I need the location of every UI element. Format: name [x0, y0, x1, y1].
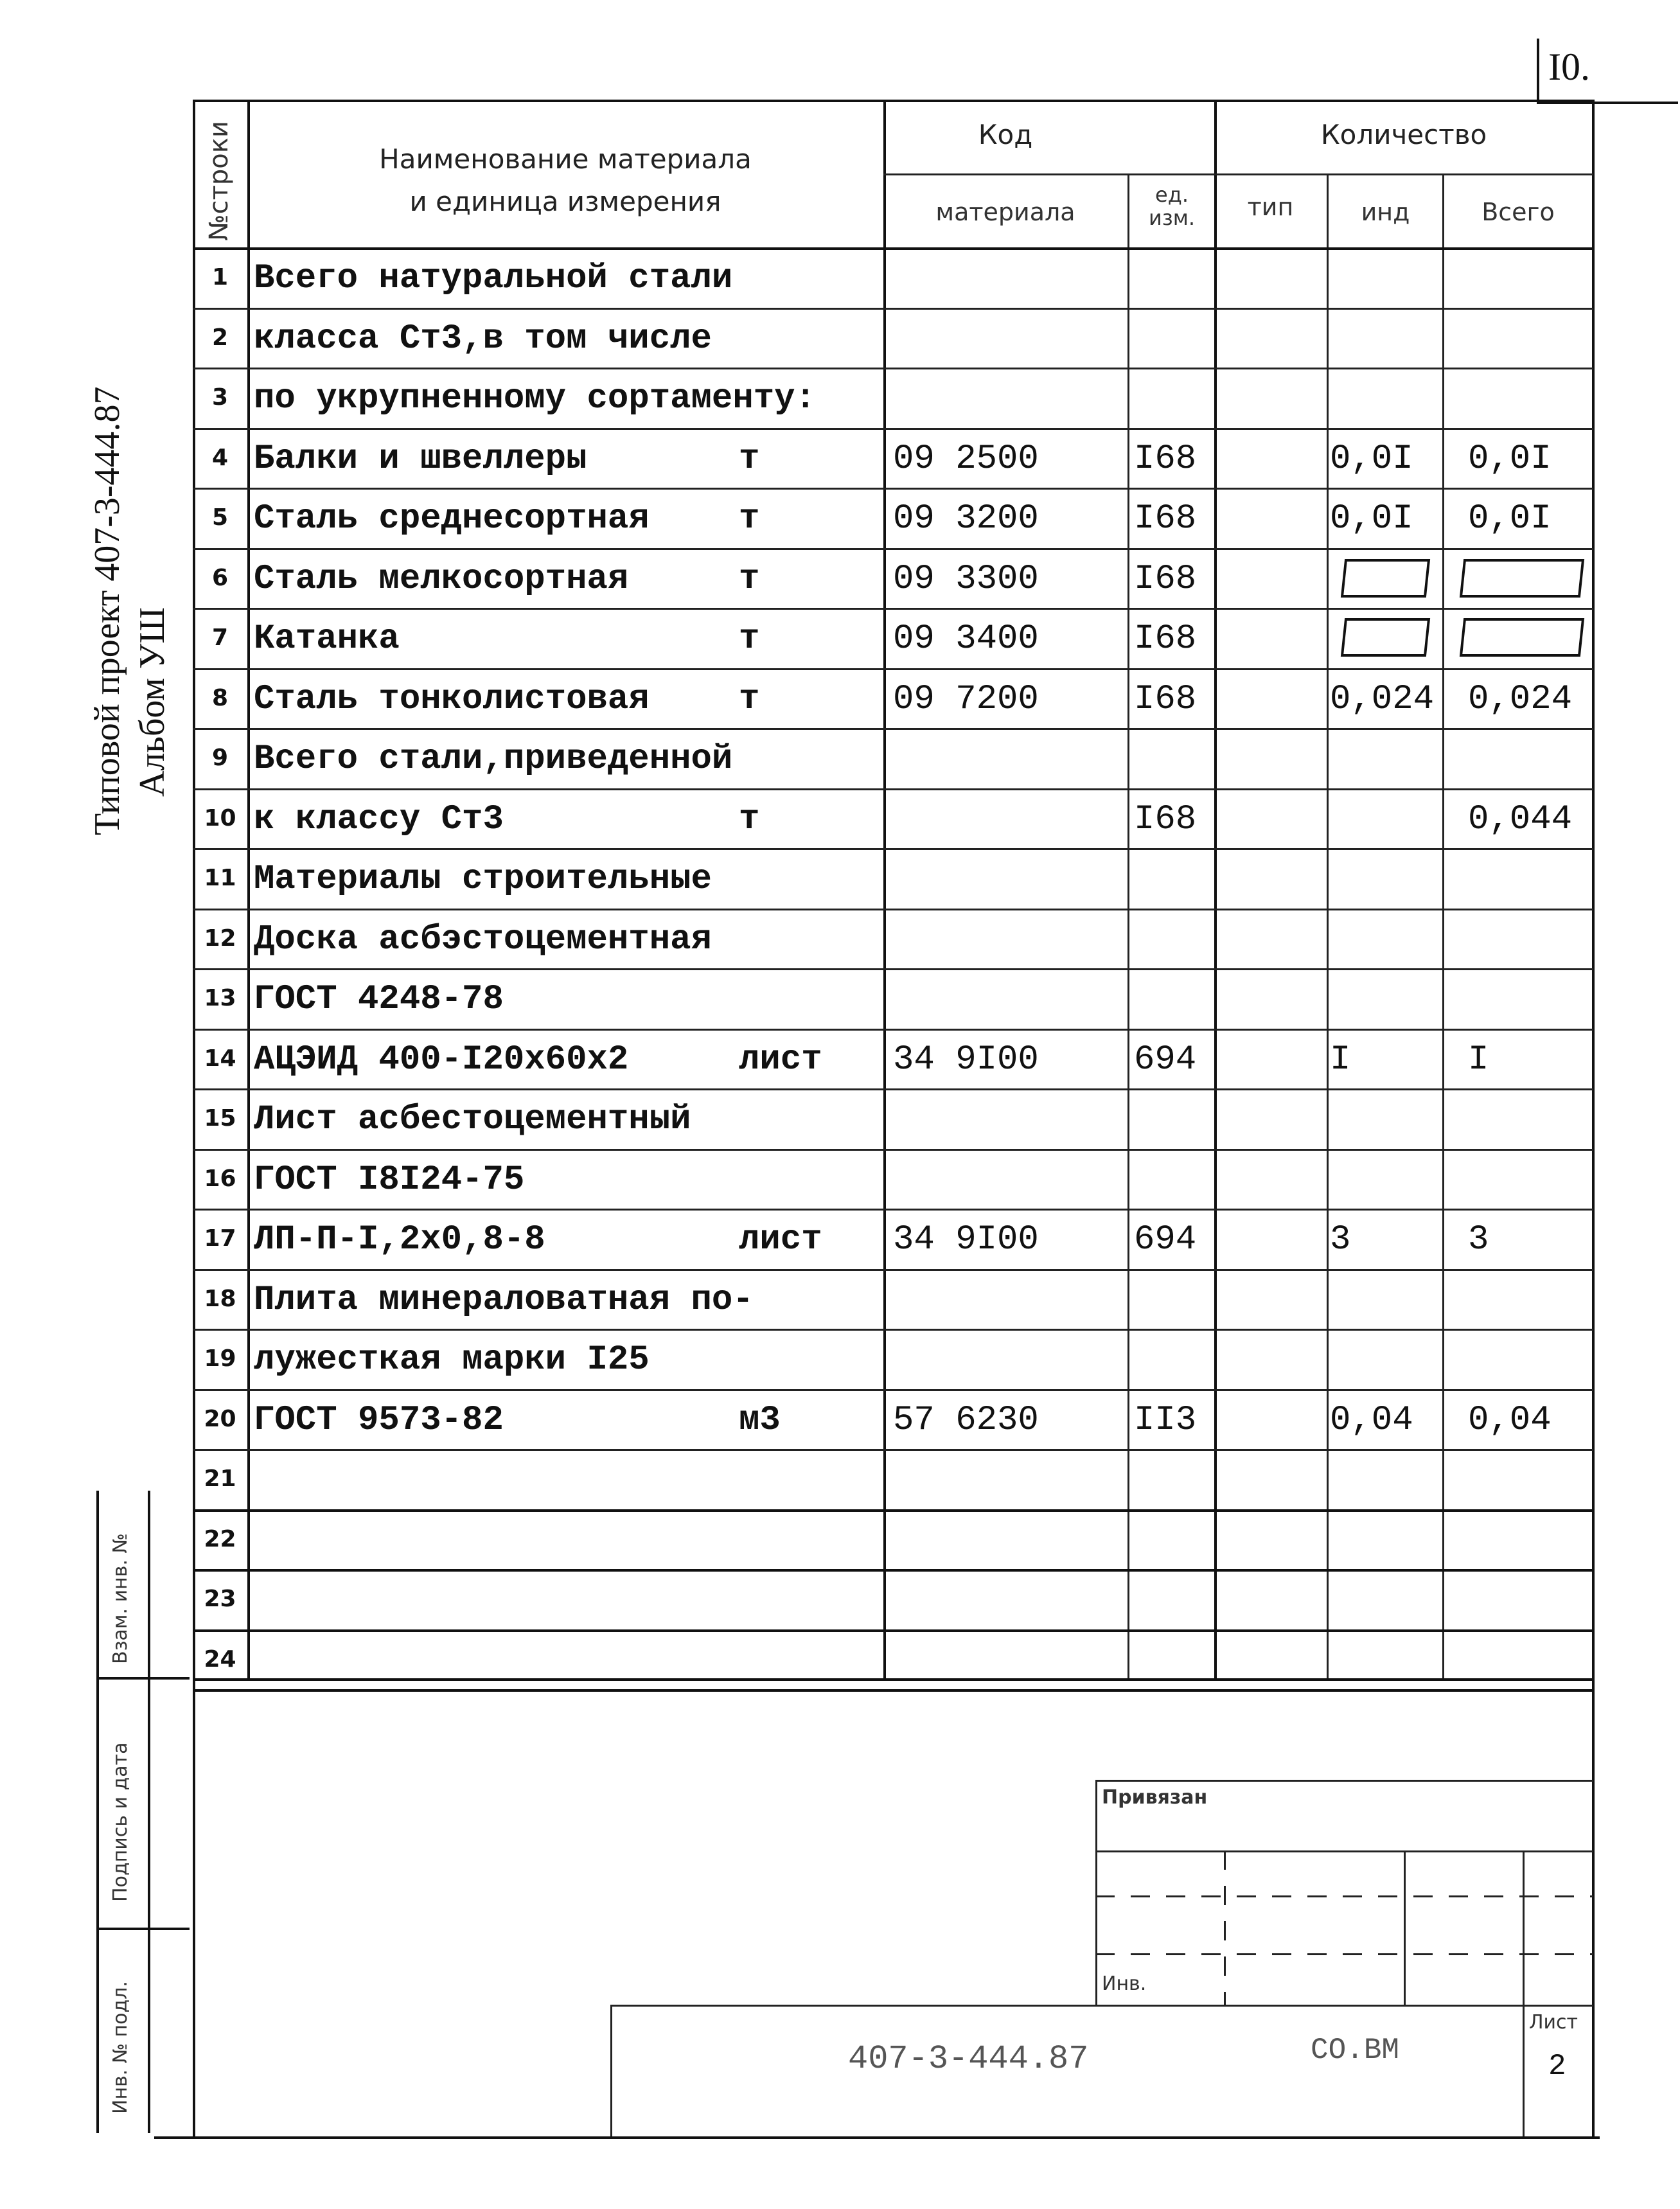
table-top-border [193, 100, 1593, 102]
row-total: 0,0I [1468, 439, 1552, 479]
row-separator [193, 909, 1593, 910]
row-separator [193, 1209, 1593, 1211]
table-name-col-border [247, 100, 250, 1680]
left-stamp-border-2 [148, 1491, 150, 2133]
title-list-label: Лист [1529, 2011, 1578, 2034]
header-code-unit: ед. изм. [1148, 182, 1196, 230]
side-label-album: Альбом УШ [132, 607, 172, 797]
row-unit: т [739, 679, 760, 719]
row-number: 7 [211, 625, 229, 651]
row-name: Плита минераловатная по- [254, 1280, 754, 1320]
header-code-material: материала [935, 198, 1075, 226]
row-code: 34 9I00 [893, 1040, 1039, 1079]
row-total: 0,04 [1468, 1400, 1552, 1440]
row-number: 6 [211, 564, 229, 591]
row-separator [193, 308, 1593, 310]
title-list-number: 2 [1548, 2050, 1566, 2083]
header-bottom-border [193, 247, 1593, 250]
row-separator [193, 1629, 1593, 1632]
row-name: ЛП-П-I,2x0,8-8 [254, 1220, 545, 1259]
row-unit: лист [739, 1040, 822, 1079]
page-right-border [1592, 1678, 1595, 2138]
row-code: 09 7200 [893, 679, 1039, 719]
row-number: 24 [204, 1646, 236, 1672]
row-separator [193, 548, 1593, 550]
row-separator [193, 968, 1593, 970]
sheet-number-border-left [1537, 39, 1539, 103]
left-stamp-sep-2 [96, 1928, 190, 1930]
table-qty-col-border [1214, 100, 1217, 1680]
row-number: 15 [204, 1105, 236, 1131]
row-edizm: I68 [1134, 499, 1197, 538]
row-unit: лист [739, 1220, 822, 1259]
empty-box-ind-7 [1341, 618, 1430, 657]
row-total: 3 [1468, 1220, 1489, 1259]
row-name: по укрупненному сортаменту: [254, 379, 816, 418]
title-col-3 [1523, 1850, 1525, 2005]
table-tip-col-border [1327, 173, 1329, 1680]
row-name: Сталь среднесортная [254, 499, 650, 538]
row-separator [193, 1509, 1593, 1512]
empty-box-ind-6 [1341, 559, 1430, 598]
sheet-number: I0. [1548, 46, 1590, 88]
title-main-top [610, 2005, 1593, 2007]
row-number: 20 [204, 1405, 236, 1432]
row-name: Материалы строительные [254, 860, 712, 899]
row-number: 9 [211, 745, 229, 771]
row-separator [193, 1088, 1593, 1090]
row-separator [193, 1449, 1593, 1451]
row-separator [193, 368, 1593, 369]
row-code: 57 6230 [893, 1400, 1039, 1440]
title-row-2 [1095, 1895, 1593, 1897]
row-name: Доска асбэстоцементная [254, 919, 712, 959]
row-edizm: I68 [1134, 439, 1197, 479]
table-code-col-border [883, 100, 886, 1680]
row-number: 8 [211, 684, 229, 711]
row-number: 22 [204, 1525, 236, 1552]
title-privyazan: Привязан [1102, 1786, 1208, 1809]
row-edizm: I68 [1134, 799, 1197, 839]
row-ind: I [1330, 1040, 1351, 1079]
row-edizm: 694 [1134, 1220, 1197, 1259]
title-col-2 [1404, 1850, 1406, 2005]
title-col-1 [1224, 1850, 1226, 2005]
row-number: 23 [204, 1586, 236, 1612]
row-unit: т [739, 439, 760, 479]
row-unit: т [739, 619, 760, 659]
title-row-3 [1095, 1953, 1593, 1955]
table-edizm-col-border [1127, 173, 1129, 1680]
row-name: АЦЭИД 400-I20x60x2 [254, 1040, 629, 1079]
row-name: класса Ст3,в том числе [254, 319, 712, 359]
header-qty: Количество [1320, 119, 1487, 150]
row-name: ГОСТ 9573-82 [254, 1400, 504, 1440]
row-name: Всего натуральной стали [254, 259, 733, 298]
row-edizm: I68 [1134, 679, 1197, 719]
row-ind: 0,024 [1330, 679, 1435, 719]
row-ind: 0,0I [1330, 499, 1413, 538]
left-stamp-sep-1 [96, 1677, 190, 1680]
header-sub-border [883, 173, 1593, 175]
row-code: 34 9I00 [893, 1220, 1039, 1259]
row-code: 09 3200 [893, 499, 1039, 538]
row-name: Балки и швеллеры [254, 439, 587, 479]
table-right-border [1592, 100, 1595, 1680]
row-separator [193, 428, 1593, 430]
header-qty-total: Всего [1481, 198, 1555, 226]
row-name: к классу Ст3 [254, 799, 504, 839]
row-ind: 3 [1330, 1220, 1351, 1259]
row-number: 16 [204, 1165, 236, 1192]
row-number: 13 [204, 985, 236, 1011]
row-separator [193, 1329, 1593, 1331]
row-number: 17 [204, 1225, 236, 1252]
row-total: 0,0I [1468, 499, 1552, 538]
row-name: Сталь мелкосортная [254, 559, 629, 599]
row-total: 0,024 [1468, 679, 1573, 719]
row-unit: т [739, 799, 760, 839]
row-code: 09 2500 [893, 439, 1039, 479]
stamp-podpis-data: Подпись и дата [109, 1742, 132, 1902]
side-label-project: Типовой проект 407-3-444.87 [87, 386, 127, 835]
row-separator [193, 728, 1593, 730]
table-ind-col-border [1442, 173, 1444, 1680]
row-separator [193, 1149, 1593, 1151]
title-privyazan-left [1095, 1780, 1097, 2005]
row-edizm: I68 [1134, 559, 1197, 599]
row-separator [193, 1029, 1593, 1031]
row-ind: 0,0I [1330, 439, 1413, 479]
row-code: 09 3400 [893, 619, 1039, 659]
row-unit: т [739, 499, 760, 538]
title-inv: Инв. [1102, 1973, 1147, 1995]
empty-box-total-6 [1460, 559, 1584, 598]
row-number: 10 [204, 804, 236, 831]
row-number: 11 [204, 865, 236, 891]
header-name: Наименование материала и единица измерения [379, 143, 752, 217]
row-separator [193, 848, 1593, 850]
header-qty-ind: инд [1361, 198, 1410, 226]
row-name: Лист асбестоцементный [254, 1100, 691, 1139]
row-separator [193, 608, 1593, 610]
row-separator [193, 1269, 1593, 1271]
row-separator [193, 668, 1593, 670]
row-separator [193, 1389, 1593, 1391]
row-ind: 0,04 [1330, 1400, 1413, 1440]
header-qty-tip: тип [1247, 193, 1294, 221]
title-privyazan-top [1095, 1780, 1593, 1782]
row-separator [193, 488, 1593, 490]
title-doc-suffix: СО.ВМ [1311, 2034, 1400, 2067]
title-list-left [1523, 2005, 1525, 2136]
row-edizm: I68 [1134, 619, 1197, 659]
header-rownum: №строки [204, 121, 234, 241]
row-separator [193, 1569, 1593, 1572]
row-name: Всего стали,приведенной [254, 740, 733, 779]
row-number: 12 [204, 925, 236, 952]
row-edizm: 694 [1134, 1040, 1197, 1079]
row-total: 0,044 [1468, 799, 1573, 839]
row-number: 14 [204, 1045, 236, 1072]
title-main-left [610, 2005, 612, 2136]
row-number: 21 [204, 1466, 236, 1492]
row-edizm: II3 [1134, 1400, 1197, 1440]
title-doc-code: 407-3-444.87 [848, 2040, 1089, 2078]
row-separator [193, 1689, 1593, 1692]
row-name: лужесткая марки I25 [254, 1340, 650, 1380]
row-unit: м3 [739, 1400, 781, 1440]
row-number: 18 [204, 1285, 236, 1312]
header-code: Код [978, 119, 1033, 150]
left-stamp-border [96, 1491, 99, 2133]
row-name: ГОСТ 4248-78 [254, 980, 504, 1019]
table-bottom-border [193, 1678, 1593, 1681]
row-number: 4 [211, 444, 229, 471]
row-total: I [1468, 1040, 1489, 1079]
row-name: Катанка [254, 619, 400, 659]
title-row-1 [1095, 1850, 1593, 1852]
row-name: ГОСТ I8I24-75 [254, 1160, 525, 1200]
row-unit: т [739, 559, 760, 599]
row-name: Сталь тонколистовая [254, 679, 650, 719]
row-number: 19 [204, 1345, 236, 1372]
row-number: 2 [211, 324, 229, 351]
stamp-vzam-inv: Взам. инв. № [109, 1533, 132, 1664]
page-bottom-border [154, 2136, 1600, 2139]
empty-box-total-7 [1460, 618, 1584, 657]
row-number: 3 [211, 384, 229, 411]
row-code: 09 3300 [893, 559, 1039, 599]
row-separator [193, 788, 1593, 790]
stamp-inv-podl: Инв. № подл. [109, 1981, 132, 2114]
row-number: 5 [211, 504, 229, 531]
row-number: 1 [211, 264, 229, 290]
